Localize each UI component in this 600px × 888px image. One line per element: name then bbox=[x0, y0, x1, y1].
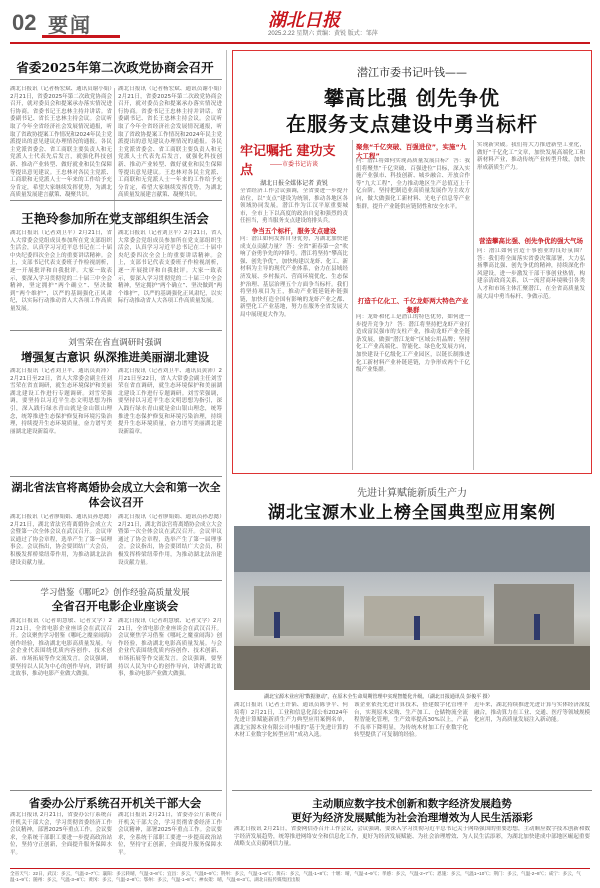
column-badge bbox=[240, 140, 340, 178]
feature-headline-2: 在服务支点建设中勇当标杆 bbox=[286, 112, 538, 136]
newspaper-logo: 湖北日报 bbox=[268, 10, 340, 31]
column-divider bbox=[226, 50, 227, 820]
article-kicker: 刘雪荣在省直调研时强调 bbox=[68, 337, 162, 347]
story-headline: 湖北宝源木业上榜全国典型应用案例 bbox=[268, 503, 556, 523]
feature-body: 问：龙虾和化工是潜江的特色优势，如何进一步提升竞争力？ 答：潜江将坚持把龙虾产业打造成富民强市的支柱产业，推动龙虾产业全链条发展，做强“潜江龙虾”区域公用品牌；坚持化工产业高端化、智能化、绿色化发展方向，加快建设千亿级化工产业园区，以链长制推进化工新材料产业补链延链，力争形成两个千亿级产业集群。 bbox=[356, 314, 470, 374]
news-body: 湖北日报讯 2月21日，省委网信办召开工作会议，会议强调，要深入学习贯彻习近平总书记关于网络强国的重要思想，主动顺应数字技术创新和数字经济发展趋势，统筹推进网络安全和信息化工作，更好为经济发展赋能、为社会治理增效、为人民生活添彩，为湖北加快建成中部地区崛起重要战略支点贡献网信力量。 bbox=[234, 826, 590, 848]
story-kicker: 先进计算赋能新质生产力 bbox=[357, 488, 467, 499]
article-body-cont: 湖北日报讯（记者廖娟娟、通讯员孙思懿）2月21日，湖北省法官将离婚协会成立大会暨第一次全体会议在武汉召开。会议审议通过了协会章程，选举产生了第一届理事会。会议指出，协会要团结广大会员，积极发挥桥梁纽带作用，为推动湖北法治建设贡献力量。 bbox=[118, 514, 222, 566]
divider bbox=[10, 580, 222, 581]
article-body: 湖北日报讯（记者杨宏斌、通讯员谢小娟）2月21日，省委2025年第二次政党协商会召开，就对委员会和提案承办落实情况进行协商。省委书记王忠林主持并讲话。省委副书记、省长王忠林主持会议。会议听取了今年全省经济社会发展情况通报，听取了省政协提案工作情况和2024年民主党派提出的意见建议办理情况的通报。各民主党派省委会、省工商联主要负责人和无党派人士代表先后发言，就强化科技创新、推动产业转型、做好就业和民生保障等提出意见建议。王忠林对各民主党派、工商联和无党派人士一年来的工作给予充分肯定，希望大家继续发挥优势，为湖北高质量发展建言献策、凝聚共识。 bbox=[10, 86, 112, 199]
badge-title: 牢记嘱托 建功支点 bbox=[240, 144, 336, 178]
feature-subhead: 营造攀高比强、创先争优的强大气场 bbox=[479, 237, 583, 245]
masthead-info: 2025.2.22 星期六 责编：黄锐 版式：邹萍 bbox=[268, 31, 378, 37]
news-title-2: 更好为经济发展赋能为社会治理增效为人民生活添彩 bbox=[291, 812, 533, 824]
feature-headline-1: 攀高比强 创先争优 bbox=[324, 86, 500, 110]
article-body: 湖北日报讯 2月21日，省委办公厅系统召开机关干部大会，学习贯彻省委经济工作会议精神，部署2025年重点工作。会议要求，全系统干部职工要进一步提高政治站位，坚持守正创新，全面提升服务保障水平。 bbox=[10, 812, 112, 856]
photo-illustration bbox=[234, 526, 590, 690]
article-title: 省委办公厅系统召开机关干部大会 bbox=[28, 796, 202, 810]
feature-body: 问：潜江如何营造干事创业的良好氛围？ 答：我们将全面落实省委决策部署，大力弘扬攀高比强、创先争优的精神，持续深化作风建设，进一步激发干部干事创业热情，构建亲清政商关系，以一流营商环境吸引各类人才和市场主体汇聚潜江，在全省高质量发展大局中勇当标杆、争做示范。 bbox=[477, 248, 585, 300]
article-body: 湖北日报讯（记者廖娟娟、通讯员孙思懿）2月21日，湖北省法官将离婚协会成立大会暨第一次全体会议在武汉召开。会议审议通过了协会章程，选举产生了第一届理事会。会议指出，协会要团结广大会员，积极发挥桥梁纽带作用，为推动湖北法治建设贡献力量。 bbox=[10, 514, 112, 566]
divider bbox=[10, 200, 222, 201]
article-kicker: 学习借鉴《哪吒2》创作经验高质量发展 bbox=[40, 587, 190, 597]
article-title: 省委2025年第二次政党协商会召开 bbox=[16, 60, 214, 75]
article-body: 湖北日报讯（记者刘卫平、通讯员黄沛）2月21日至22日，省人大常委会副主任刘雪荣在省直调研，就生态环境保护和美丽湖北建设工作进行专题调研。刘雪荣强调，要坚持以习近平生态文明思想为指引，深入践行绿水青山就是金山银山理念，统筹推进生态保护修复和环境污染治理，持续提升生态环境质量，奋力谱写美丽湖北建设新篇章。 bbox=[10, 368, 112, 435]
article-title: 全省召开电影企业座谈会 bbox=[51, 599, 179, 613]
photo-caption: 湖北宝源木业应用“数据驱动”，在原木全生命周期管理中实现智能化升级。（湖北日报通讯员 彭俊平 摄） bbox=[264, 694, 493, 700]
page-number: 02 bbox=[12, 10, 37, 35]
article-title: 湖北省法官将离婚协会成立大会和第一次全体会议召开 bbox=[11, 481, 221, 509]
badge-subtitle: ——市委书记访谈 bbox=[270, 162, 319, 168]
feature-subhead: 聚焦“千亿突破、百强进位”，实施“九大工程” bbox=[356, 143, 467, 160]
article-body-cont: 湖北日报讯（记者胡慧敏、记者文学）2月21日，全省电影企业座谈会在武汉召开。会议聚焦学习借鉴《哪吒之魔童闹海》创作经验，推动湖北电影高质量发展。与会企业代表围绕优质内容创作、技术创新、市场拓展等作交流发言。会议强调，要坚持以人民为中心的创作导向，讲好湖北故事，推动电影产业做大做强。 bbox=[118, 618, 222, 678]
divider bbox=[10, 79, 222, 80]
reporter-byline: 湖北日报全媒体记者 黄锐 bbox=[260, 181, 328, 187]
feature-body: 实现新突破。我们将大力推进新型工业化，做好“千亿化工”文章，加快发展高端化工和新材料产业，推动传统产业转型升级，加快形成新质生产力。 bbox=[477, 142, 585, 171]
article-body-cont: 湖北日报讯 2月21日，省委办公厅系统召开机关干部大会，学习贯彻省委经济工作会议精神，部署2025年重点工作。会议要求，全系统干部职工要进一步提高政治站位，坚持守正创新，全面提升服务保障水平。 bbox=[118, 812, 222, 856]
article-body-cont: 湖北日报讯（记者杨宏斌、通讯员谢小娟）2月21日，省委2025年第二次政党协商会召开，就对委员会和提案承办落实情况进行协商。省委书记王忠林主持并讲话。省委副书记、省长王忠林主持会议。会议听取了今年全省经济社会发展情况通报，听取了省政协提案工作情况和2024年民主党派提出的意见建议办理情况的通报。各民主党派省委会、省工商联主要负责人和无党派人士代表先后发言，就强化科技创新、推动产业转型、做好就业和民生保障等提出意见建议。王忠林对各民主党派、工商联和无党派人士一年来的工作给予充分肯定，希望大家继续发挥优势，为湖北高质量发展建言献策、凝聚共识。 bbox=[118, 86, 222, 199]
article-title: 王艳玲参加所在党支部组织生活会 bbox=[21, 211, 209, 226]
story-body: 湖北日报讯（记者王许韬、通讯员陈争平、何培将）2月21日，工业和信息化部公布2024年先进计算赋能新质生产力典型应用案例名单，湖北宝源木业有限公司申报的“基于先进计算的木材工业数字化转型应用”成功入选。 bbox=[234, 702, 348, 739]
feature-body: 问：潜江将如何实现高质量发展目标？ 答：我们将聚焦“千亿突破、百强进位”目标，深入实施产业强市、科技创新、城乡融合、开放合作等“九大工程”，全力推动地区生产总值迈上千亿台阶。坚持把制造业高质量发展作为主攻方向，做大做强化工新材料、光电子信息等产业集群，提升产业链供应链韧性和安全水平。 bbox=[356, 158, 470, 210]
feature-body: 全省经济工作会议强调，全省要进一步提升站位，以“支点”建设为统领，推动各地区各领域协同发展。潜江作为江汉平原重要城市，全市上下以高度的政治自觉和强烈的责任担当，勇当服务支点建设的排头兵。 bbox=[240, 188, 348, 224]
footer-rule bbox=[10, 868, 590, 869]
divider bbox=[10, 790, 222, 791]
masthead-rule bbox=[10, 42, 590, 44]
divider bbox=[10, 476, 222, 477]
story-body: 该企业依托先进计算技术，搭建数字化管理平台，实现原木采购、生产加工、仓储物流全流程智能化管理，生产效率提高30%以上，产品不良率下降明显，为传统木材加工行业数字化转型提供了可复制的经验。 bbox=[354, 702, 468, 739]
column-divider bbox=[473, 140, 474, 470]
column-divider bbox=[114, 88, 115, 276]
story-body: 近年来，湖北持续推进先进计算与实体经济深度融合，推动算力在工业、交通、医疗等领域规模化应用，为高质量发展注入新动能。 bbox=[474, 702, 590, 724]
article-body: 湖北日报讯（记者刘卫平）2月21日，省人大常委会党组成员参加所在党支部组织生活会，认真学习习近平总书记在二十届中央纪委四次全会上的重要讲话精神。会上，支部书记代表支委班子作检视剖析，逐一开展批评和自我批评。大家一致表示，要深入学习贯彻党的二十届三中全会精神，坚定拥护“两个确立”、坚决做到“两个维护”，以严的基调强化正风肃纪，以实际行动推动省人大各项工作高质量发展。 bbox=[10, 230, 112, 312]
masthead bbox=[0, 0, 600, 42]
section-title: 要闻 bbox=[48, 15, 92, 37]
article-body-cont: 湖北日报讯（记者刘卫平、通讯员黄沛）2月21日至22日，省人大常委会副主任刘雪荣在省直调研，就生态环境保护和美丽湖北建设工作进行专题调研。刘雪荣强调，要坚持以习近平生态文明思想为指引，深入践行绿水青山就是金山银山理念，统筹推进生态保护修复和环境污染治理，持续提升生态环境质量，奋力谱写美丽湖北建设新篇章。 bbox=[118, 368, 222, 435]
feature-subhead: 争当五个标杆，服务支点建设 bbox=[251, 227, 337, 235]
feature-body: 问：潜江如何发挥自身优势，为湖北加快建成支点贡献力量？ 答：全省“新春第一会”吹响了奋勇争先的冲锋号。潜江将坚持“攀高比强、创先争优”，加快构建以龙虾、化工、新材料为主导的现代产业体系，奋力在县域经济发展、乡村振兴、营商环境优化、生态保护治理、基层治理五个方面争当标杆。我们将坚持项目为王，推动产业链延链补链强链，加快打造全国有影响的龙虾产业之都、新型化工产业基地，努力在服务全省发展大局中展现更大作为。 bbox=[240, 236, 348, 318]
factory-photo bbox=[234, 526, 590, 690]
article-body: 湖北日报讯（记者胡慧敏、记者文学）2月21日，全省电影企业座谈会在武汉召开。会议聚焦学习借鉴《哪吒之魔童闹海》创作经验，推动湖北电影高质量发展。与会企业代表围绕优质内容创作、技术创新、市场拓展等作交流发言。会议强调，要坚持以人民为中心的创作导向，讲好湖北故事，推动电影产业做大做强。 bbox=[10, 618, 112, 678]
divider bbox=[232, 790, 592, 791]
divider bbox=[10, 330, 222, 331]
column-divider bbox=[352, 140, 353, 470]
feature-kicker: 潜江市委书记叶钱—— bbox=[357, 66, 467, 79]
article-body-cont: 湖北日报讯（记者刘卫平）2月21日，省人大常委会党组成员参加所在党支部组织生活会，认真学习习近平总书记在二十届中央纪委四次全会上的重要讲话精神。会上，支部书记代表支委班子作检视剖析，逐一开展批评和自我批评。大家一致表示，要深入学习贯彻党的二十届三中全会精神，坚定拥护“两个确立”、坚决做到“两个维护”，以严的基调强化正风肃纪，以实际行动推动省人大各项工作高质量发展。 bbox=[118, 230, 222, 305]
article-title: 增强复古意识 纵深推进美丽湖北建设 bbox=[20, 350, 209, 364]
feature-subhead: 打造千亿化工、千亿龙虾两大特色产业集群 bbox=[357, 297, 469, 314]
weather-footer: 全省天气：22日，武汉：多云，气温-2~7℃；襄阳：多云转晴，气温-3~8℃；宜昌：多云，气温0~9℃；荆州：多云，气温-1~8℃；黄石：多云，气温-1~8℃；十堰：晴，气温-4~9℃；孝感：多云，气温-2~7℃；恩施：多云，气温1~10℃；荆门：多云，气温-2~8℃；咸宁：多云，气温-1~9℃；随州：多云，气温-3~8℃；黄冈：多云，气温-2~8℃；鄂州：多云，气温-1~8℃；神农架：晴，气温-8~3℃。湖北日报传媒集团出版 bbox=[10, 871, 581, 882]
news-title-1: 主动顺应数字技术创新和数字经济发展趋势 bbox=[312, 798, 512, 810]
